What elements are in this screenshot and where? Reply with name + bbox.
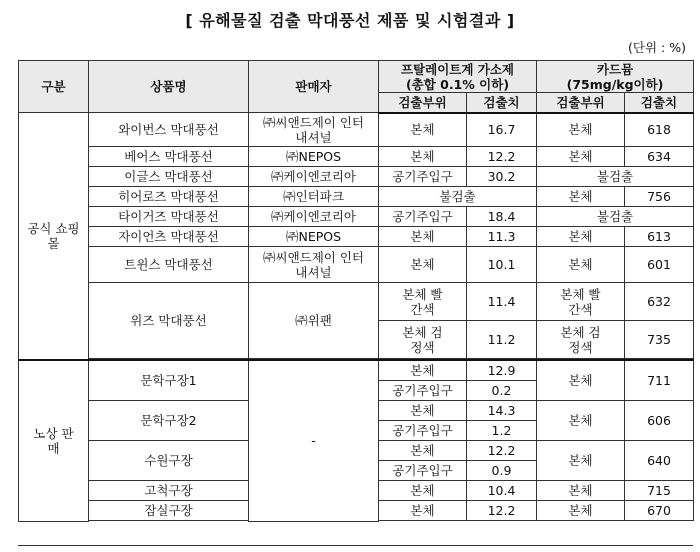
phthalate-value: 11.2 [467,321,537,359]
cadmium-part: 본체 검정색 [537,321,625,359]
header-seller: 판매자 [249,61,379,113]
phthalate-part: 본체 [379,500,467,520]
table-row [19,187,694,207]
phthalate-value: 12.2 [467,147,537,167]
header-phthalate-sub: (총합 0.1% 이하) [405,76,510,92]
product-name: 와이번스 막대풍선 [89,113,249,147]
cadmium-value: 756 [625,187,694,207]
header-cadmium-title: 카드뮴 [596,61,634,77]
product-name: 히어로즈 막대풍선 [89,187,249,207]
cadmium-part: 본체 [537,227,625,247]
table-row [19,227,694,247]
cadmium-value: 606 [625,400,694,440]
header-category: 구분 [19,61,89,113]
table-row [19,167,694,187]
cadmium-part: 본체 [537,247,625,283]
cadmium-value: 711 [625,360,694,400]
cadmium-part: 본체 [537,187,625,207]
seller-name: ㈜케이엔코리아 [249,207,379,227]
product-name: 고척구장 [89,480,249,500]
product-name: 타이거즈 막대풍선 [89,207,249,227]
phthalate-part: 본체 [379,360,467,380]
cadmium-value: 632 [625,283,694,321]
cadmium-not-detected: 불검출 [537,167,694,187]
phthalate-value: 12.2 [467,440,537,460]
phthalate-value: 14.3 [467,400,537,420]
cadmium-value: 634 [625,147,694,167]
cadmium-part: 본체 [537,500,625,520]
cadmium-part: 본체 [537,113,625,147]
street-seller: - [249,360,379,521]
table-row [19,360,694,380]
product-name: 잠실구장 [89,500,249,520]
cadmium-part: 본체 [537,360,625,400]
phthalate-value: 11.3 [467,227,537,247]
phthalate-part: 본체 [379,113,467,147]
cadmium-part: 본체 빨간색 [537,283,625,321]
product-name: 이글스 막대풍선 [89,167,249,187]
phthalate-value: 1.2 [467,420,537,440]
phthalate-value: 16.7 [467,113,537,147]
header-cadmium [537,61,694,93]
phthalate-part: 공기주입구 [379,167,467,187]
phthalate-value: 30.2 [467,167,537,187]
table-row [19,247,694,283]
seller-name: ㈜NEPOS [249,147,379,167]
cadmium-part: 본체 [537,147,625,167]
phthalate-part: 본체 [379,147,467,167]
cadmium-not-detected: 불검출 [537,207,694,227]
header-cadmium-value: 검출치 [625,93,694,113]
header-phthalate-part: 검출부위 [379,93,467,113]
phthalate-part: 공기주입구 [379,420,467,440]
phthalate-value: 10.1 [467,247,537,283]
cadmium-value: 640 [625,440,694,480]
phthalate-not-detected: 불검출 [379,187,537,207]
phthalate-value: 0.2 [467,380,537,400]
product-name: 문학구장1 [89,360,249,400]
phthalate-part: 본체 빨간색 [379,283,467,321]
page-title: [ 유해물질 검출 막대풍선 제품 및 시험결과 ] [185,11,515,30]
product-name: 자이언츠 막대풍선 [89,227,249,247]
header-cadmium-part: 검출부위 [537,93,625,113]
table-row [19,283,694,321]
phthalate-part: 본체 [379,480,467,500]
phthalate-value: 18.4 [467,207,537,227]
phthalate-part: 공기주입구 [379,460,467,480]
cadmium-value: 715 [625,480,694,500]
product-name: 위즈 막대풍선 [89,283,249,359]
seller-name: ㈜씨앤드제이 인터내셔널 [249,247,379,283]
header-phthalate-title: 프탈레이트계 가소제 [400,61,515,77]
table-row [19,207,694,227]
group-street: 노상 판매 [19,360,89,521]
header-product: 상품명 [89,61,249,113]
product-name: 트윈스 막대풍선 [89,247,249,283]
phthalate-part: 본체 [379,227,467,247]
header-phthalate-value: 검출치 [467,93,537,113]
phthalate-value: 10.4 [467,480,537,500]
seller-name: ㈜인터파크 [249,187,379,207]
header-phthalate [379,61,537,93]
product-name: 베어스 막대풍선 [89,147,249,167]
cadmium-part: 본체 [537,440,625,480]
cadmium-value: 601 [625,247,694,283]
seller-name: ㈜케이엔코리아 [249,167,379,187]
unit-label: (단위 : %) [628,40,686,55]
phthalate-value: 12.2 [467,500,537,520]
seller-name: ㈜씨앤드제이 인터내셔널 [249,113,379,147]
phthalate-part: 본체 검정색 [379,321,467,359]
phthalate-part: 공기주입구 [379,380,467,400]
header-cadmium-sub: (75mg/kg이하) [566,76,664,92]
phthalate-part: 공기주입구 [379,207,467,227]
phthalate-value: 0.9 [467,460,537,480]
seller-name: ㈜NEPOS [249,227,379,247]
cadmium-part: 본체 [537,400,625,440]
table-row [19,113,694,147]
cadmium-value: 613 [625,227,694,247]
phthalate-part: 본체 [379,440,467,460]
product-name: 수원구장 [89,440,249,480]
seller-name: ㈜위팬 [249,283,379,359]
table-row [19,147,694,167]
results-table [18,60,694,522]
phthalate-part: 본체 [379,247,467,283]
cadmium-value: 670 [625,500,694,520]
cadmium-value: 735 [625,321,694,359]
phthalate-part: 본체 [379,400,467,420]
cadmium-value: 618 [625,113,694,147]
group-online: 공식 쇼핑몰 [19,113,89,361]
product-name: 문학구장2 [89,400,249,440]
cadmium-part: 본체 [537,480,625,500]
phthalate-value: 12.9 [467,360,537,380]
phthalate-value: 11.4 [467,283,537,321]
